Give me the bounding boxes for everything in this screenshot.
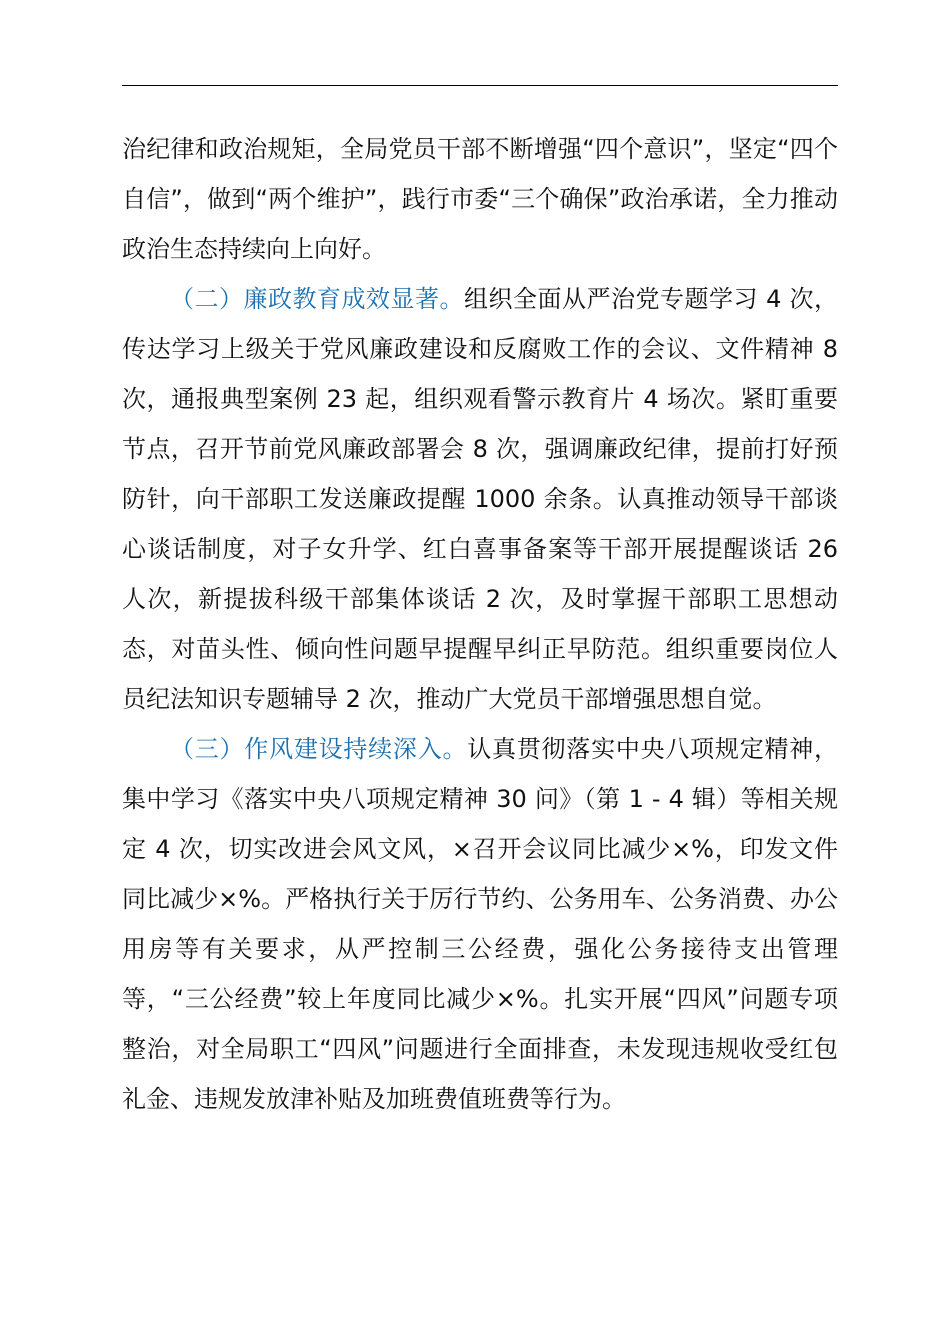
paragraph-continuation [122, 124, 838, 274]
paragraph-work-style [122, 724, 838, 1124]
document-body [122, 124, 838, 1124]
section-heading-work-style: （三）作风建设持续深入。 [170, 735, 468, 763]
paragraph-text: 组织全面从严治党专题学习 4 次，传达学习上级关于党风廉政建设和反腐败工作的会议、文件精神 8 次，通报典型案例 23 起，组织观看警示教育片 4 场次。紧盯重要节点，召开节前党风廉政部署会 8 次，强调廉政纪律，提前打好预防针，向干部职工发送廉政提醒 1000 余条。认真推动领导干部谈心谈话制度，对子女升学、红白喜事备案等干部开展提醒谈话 26 人次，新提拔科级干部集体谈话 2 次，及时掌握干部职工思想动态，对苗头性、倾向性问题早提醒早纠正早防范。组织重要岗位人员纪法知识专题辅导 2 次，推动广大党员干部增强思想自觉。 [122, 285, 839, 713]
paragraph-integrity-education [122, 274, 838, 724]
section-heading-integrity-education: （二）廉政教育成效显著。 [170, 285, 464, 313]
header-rule [122, 85, 838, 86]
paragraph-text: 认真贯彻落实中央八项规定精神，集中学习《落实中央八项规定精神 30 问》（第 1 - 4 辑）等相关规定 4 次，切实改进会风文风，×召开会议同比减少×%，印发文件同比减少×%。严格执行关于厉行节约、公务用车、公务消费、办公用房等有关要求，从严控制三公经费，强化公务接待支出管理等，“三公经费”较上年度同比减少×%。扎实开展“四风”问题专项整治，对全局职工“四风”问题进行全面排查，未发现违规收受红包礼金、违规发放津补贴及加班费值班费等行为。 [122, 735, 839, 1113]
paragraph-text: 治纪律和政治规矩，全局党员干部不断增强“四个意识”，坚定“四个自信”，做到“两个维护”，践行市委“三个确保”政治承诺，全力推动政治生态持续向上向好。 [122, 135, 838, 263]
